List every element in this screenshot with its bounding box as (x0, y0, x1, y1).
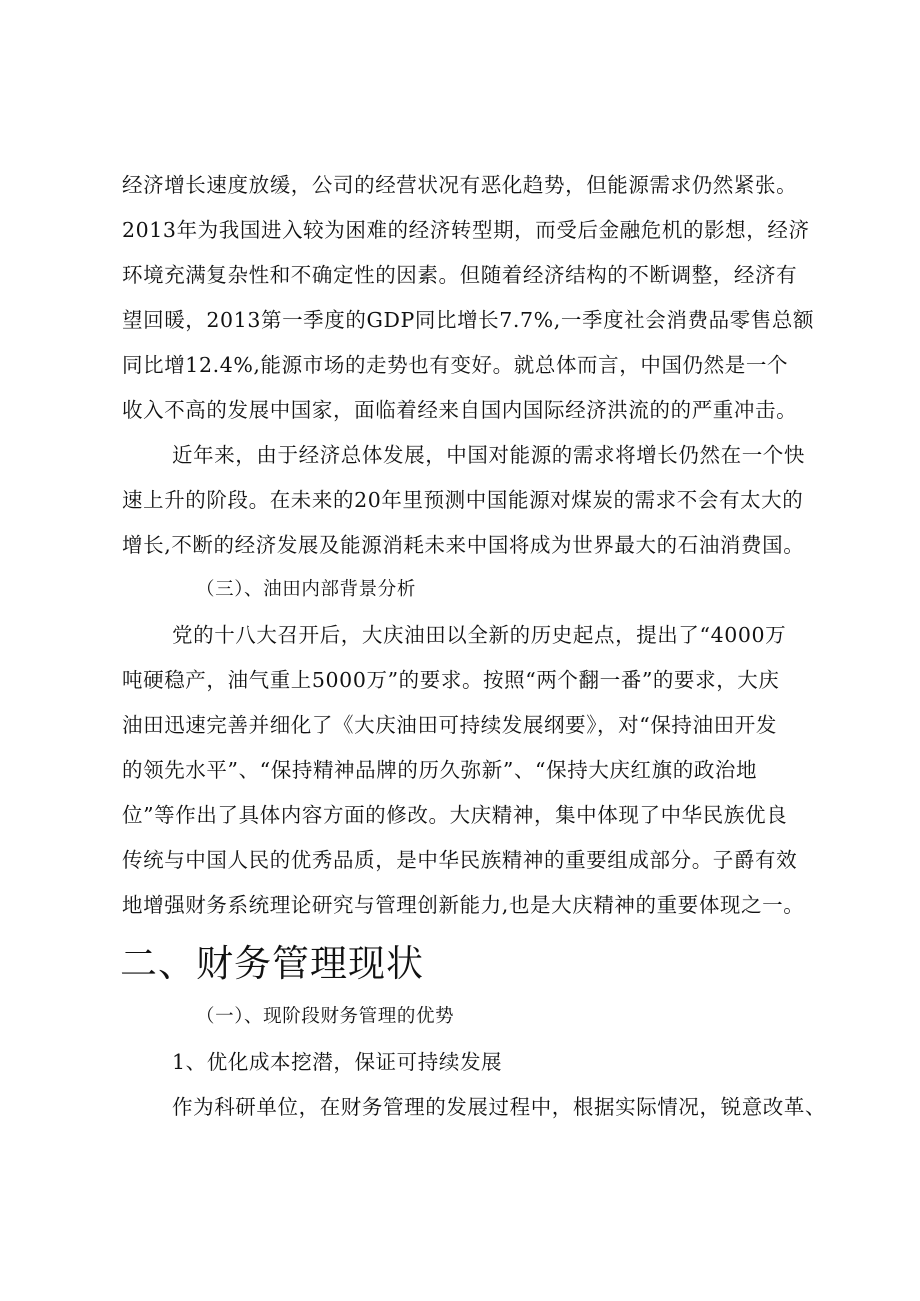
paragraph3-line-3: 油田迅速完善并细化了《大庆油田可持续发展纲要》，对“保持油田开发 (122, 713, 777, 737)
paragraph1-line-4: 望回暖，2013第一季度的GDP同比增长7.7%,一季度社会消费品零售总额 (122, 308, 815, 332)
paragraph3-line-5: 位”等作出了具体内容方面的修改。大庆精神，集中体现了中华民族优良 (122, 803, 788, 827)
paragraph3-line-6: 传统与中国人民的优秀品质，是中华民族精神的重要组成部分。子爵有效 (122, 848, 798, 872)
paragraph3-line-2: 吨硬稳产，油气重上5000万”的要求。按照“两个翻一番”的要求，大庆 (122, 668, 780, 692)
paragraph3-line-7: 地增强财务系统理论研究与管理创新能力,也是大庆精神的重要体现之一。 (122, 893, 805, 917)
paragraph3-line-1: 党的十八大召开后，大庆油田以全新的历史起点，提出了“4000万 (172, 623, 787, 647)
paragraph1-line-1: 经济增长速度放缓，公司的经营状况有恶化趋势，但能源需求仍然紧张。 (122, 173, 798, 197)
chapter-heading: 二、财务管理现状 (120, 942, 424, 985)
paragraph2-line-3: 增长,不断的经济发展及能源消耗未来中国将成为世界最大的石油消费国。 (122, 533, 805, 557)
paragraph1-line-2: 2013年为我国进入较为困难的经济转型期，而受后金融危机的影想，经济 (122, 218, 810, 242)
paragraph4-line-1: 作为科研单位，在财务管理的发展过程中，根据实际情况，锐意改革、 (172, 1095, 827, 1119)
subsection-heading-1: （一）、现阶段财务管理的优势 (196, 1006, 455, 1027)
paragraph1-line-6: 收入不高的发展中国家，面临着经来自国内国际经济洪流的的严重冲击。 (122, 398, 798, 422)
item-heading-1: 1、优化成本挖潜，保证可持续发展 (172, 1050, 503, 1074)
paragraph2-line-1: 近年来，由于经济总体发展，中国对能源的需求将增长仍然在一个快 (172, 443, 805, 467)
paragraph1-line-3: 环境充满复杂性和不确定性的因素。但随着经济结构的不断调整，经济有 (122, 263, 798, 287)
paragraph1-line-5: 同比增12.4%,能源市场的走势也有变好。就总体而言，中国仍然是一个 (122, 353, 789, 377)
paragraph3-line-4: 的领先水平”、“保持精神品牌的历久弥新”、“保持大庆红旗的政治地 (122, 758, 758, 782)
paragraph2-line-2: 速上升的阶段。在未来的20年里预测中国能源对煤炭的需求不会有太大的 (122, 488, 804, 512)
section-heading-3: （三）、油田内部背景分析 (196, 579, 416, 600)
